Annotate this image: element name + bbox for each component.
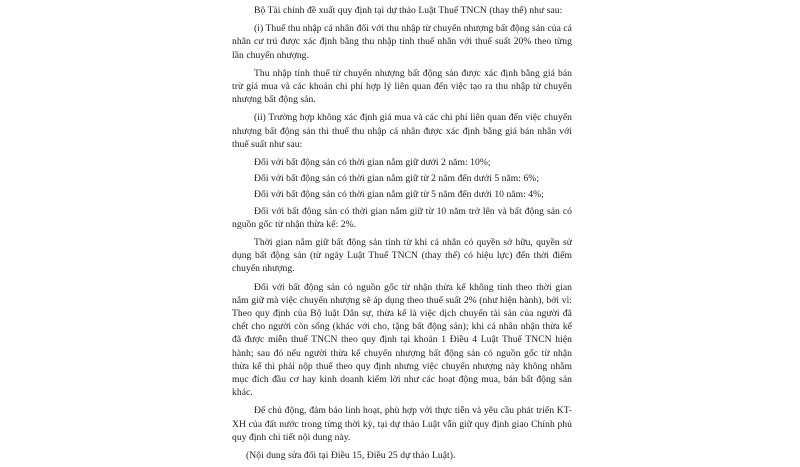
amendment-note: (Nội dung sửa đổi tại Điều 15, Điều 25 dự thảo Luật). xyxy=(246,450,456,462)
inheritance-paragraph: Đối với bất động sản có nguồn gốc từ nhận thừa kế không tính theo thời gian nắm giữ mà việc chuyển nhượng sẽ áp dụng theo thuế suất 2% (như hiện hành), bởi vì: Theo quy định của Bộ luật Dân sự, thừa kế là việc dịch chuyển tài sản của người đã chết cho người còn sống (khác với cho, tặng bất động sản); khi cá nhân nhận thừa kế đã được miễn thuế TNCN theo quy định tại khoản 1 Điều 4 Luật Thuế TNCN hiện hành; sau đó nếu người thừa kế chuyển nhượng bất động sản có nguồn gốc từ nhận thừa kế thì phải nộp thuế theo quy định nhưng việc chuyển nhượng này không nhằm mục đích đầu cơ hay kinh doanh kiếm lời như các hoạt động mua, bán bất động sản khác. xyxy=(232,281,572,399)
rate-5-to-10-years: Đối với bất động sản có thời gian nắm giữ từ 5 năm đến dưới 10 năm: 4%; xyxy=(254,189,544,201)
taxable-income-paragraph: Thu nhập tính thuế từ chuyển nhượng bất động sản được xác định bằng giá bán trừ giá mua và các khoản chi phí hợp lý liên quan đến việc tạo ra thu nhập từ chuyển nhượng bất động sản. xyxy=(232,67,572,106)
holding-period-paragraph: Thời gian nắm giữ bất động sản tính từ khi cá nhân có quyền sở hữu, quyền sử dụng bất động sản (từ ngày Luật Thuế TNCN (thay thế) có hiệu lực) đến thời điểm chuyển nhượng. xyxy=(232,237,572,275)
rate-10-plus-years: Đối với bất động sản có thời gian nắm giữ từ 10 năm trở lên và bất động sản có nguồn gốc từ nhận thừa kế: 2%. xyxy=(232,205,572,230)
clause-i-paragraph: (i) Thuế thu nhập cá nhân đối với thu nhập từ chuyển nhượng bất động sản của cá nhân cư trú được xác định bằng thu nhập tính thuế nhân với thuế suất 20% theo từng lần chuyển nhượng. xyxy=(232,23,572,61)
clause-ii-paragraph: (ii) Trường hợp không xác định giá mua và các chi phí liên quan đến việc chuyển nhượng bất động sản thì thuế thu nhập cá nhân được xác định bằng giá bán nhân với thuế suất như sau: xyxy=(232,112,572,150)
rate-under-2-years: Đối với bất động sản có thời gian nắm giữ dưới 2 năm: 10%; xyxy=(254,157,491,169)
government-delegation-paragraph: Để chủ động, đảm bảo linh hoạt, phù hợp với thực tiễn và yêu cầu phát triển KT-XH của đất nước trong từng thời kỳ, tại dự thảo Luật vẫn giữ quy định giao Chính phủ quy định chi tiết nội dung này. xyxy=(232,405,572,443)
document-body xyxy=(232,4,572,467)
rate-2-to-5-years: Đối với bất động sản có thời gian nắm giữ từ 2 năm đến dưới 5 năm: 6%; xyxy=(254,173,540,185)
intro-paragraph: Bộ Tài chính đề xuất quy định tại dự thảo Luật Thuế TNCN (thay thế) như sau: xyxy=(254,5,563,16)
